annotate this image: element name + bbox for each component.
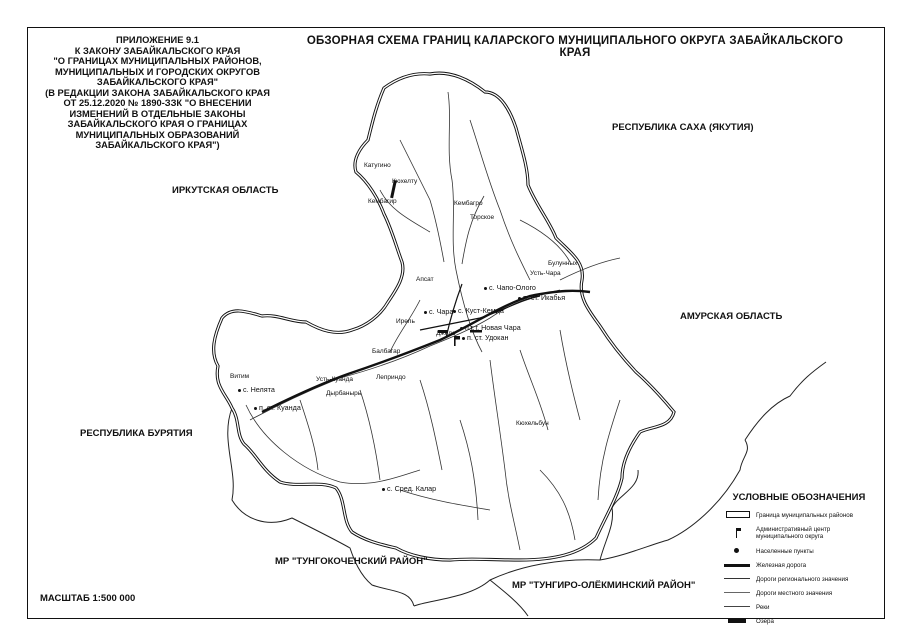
appendix-line: ЗАБАЙКАЛЬСКОГО КРАЯ"	[96, 77, 219, 87]
legend-item-boundary: Граница муниципальных районов	[724, 509, 874, 521]
region-label-tungiro: МР "ТУНГИРО-ОЛЁКМИНСКИЙ РАЙОН"	[512, 580, 696, 591]
legend-item-regional-roads: Дороги регионального значения	[724, 573, 874, 585]
appendix-line: К ЗАКОНУ ЗАБАЙКАЛЬСКОГО КРАЯ	[74, 45, 241, 56]
amur-boundary	[745, 362, 826, 440]
regional-road-symbol	[724, 578, 750, 579]
region-label-sakha: РЕСПУБЛИКА САХА (ЯКУТИЯ)	[612, 122, 754, 133]
legend-title: УСЛОВНЫЕ ОБОЗНАЧЕНИЯ	[732, 492, 866, 503]
map-title: ОБЗОРНАЯ СХЕМА ГРАНИЦ КАЛАРСКОГО МУНИЦИПАЛЬНОГО ОКРУГА ЗАБАЙКАЛЬСКОГО КРАЯ	[306, 35, 844, 59]
dot-icon	[734, 548, 739, 553]
appendix-line: МУНИЦИПАЛЬНЫХ И ГОРОДСКИХ ОКРУГОВ	[55, 66, 260, 77]
river-tributary	[360, 390, 380, 480]
boundary-symbol	[726, 511, 750, 518]
appendix-line: ЗАБАЙКАЛЬСКОГО КРАЯ")	[95, 140, 220, 150]
region-label-tungokochen: МР "ТУНГОКОЧЕНСКИЙ РАЙОН"	[275, 556, 428, 567]
place-lepriindo: Леприндо	[376, 374, 406, 381]
appendix-line: МУНИЦИПАЛЬНЫХ ОБРАЗОВАНИЙ	[75, 129, 240, 140]
river-tributary	[400, 140, 444, 262]
place-balbagar: Балбагар	[372, 348, 401, 355]
legend-item-local-roads: Дороги местного значения	[724, 587, 874, 599]
legend-item-lakes: Озера	[724, 615, 874, 627]
appendix-line: (В РЕДАКЦИИ ЗАКОНА ЗАБАЙКАЛЬСКОГО КРАЯ	[45, 87, 270, 98]
place-kuanda: п. ст. Куанда	[254, 403, 301, 412]
place-novaya-chara: п.г.т. Новая Чара	[460, 323, 521, 332]
place-vitim: Витим	[230, 373, 250, 380]
legend-item-railway: Железная дорога	[724, 559, 874, 571]
place-katugino: Катугино	[364, 162, 391, 169]
legend-item-settlements: Населенные пункты	[724, 545, 874, 557]
river-symbol	[724, 606, 750, 607]
place-bulunnykh: Булунных	[548, 260, 578, 267]
place-rel: Ирель	[396, 318, 415, 325]
buryatia-boundary	[228, 408, 414, 606]
place-torskoe: Торское	[470, 214, 495, 221]
river-tributary	[540, 470, 575, 540]
place-kyukheltu: Кюхелту	[392, 178, 418, 185]
lake-symbol	[728, 618, 746, 623]
place-ust-chara: Усть-Чара	[530, 270, 561, 277]
kalar-district-outline	[214, 73, 674, 560]
place-ust-kuanda: Усть-Куанда	[316, 376, 354, 383]
legend-item-admin-center: Административный центр муниципального округа	[724, 523, 874, 543]
place-apsat: Апсат	[416, 276, 434, 283]
region-label-amur: АМУРСКАЯ ОБЛАСТЬ	[680, 311, 783, 322]
local-road-symbol	[724, 592, 750, 593]
river-tributary	[490, 360, 520, 550]
place-chara: с. Чара	[424, 307, 453, 316]
map-scale: МАСШТАБ 1:500 000	[40, 593, 136, 604]
map-legend	[724, 492, 874, 629]
river-tributary	[300, 400, 318, 470]
legend-item-rivers: Реки	[724, 601, 874, 613]
place-kyukhelbun: Кюхельбун	[516, 420, 549, 427]
appendix-line: ОТ 25.12.2020 № 1890-ЗЗК "О ВНЕСЕНИИ	[63, 98, 252, 108]
place-udokan: п. ст. Удокан	[462, 333, 508, 342]
river-tributary	[520, 220, 570, 262]
place-ikabya: п. ст. Икабья	[518, 293, 565, 302]
river-tributary	[420, 380, 442, 470]
region-label-buryatia: РЕСПУБЛИКА БУРЯТИЯ	[80, 428, 193, 439]
appendix-line: ИЗМЕНЕНИЙ В ОТДЕЛЬНЫЕ ЗАКОНЫ	[69, 108, 246, 119]
river-kalar	[250, 290, 560, 420]
appendix-line: "О ГРАНИЦАХ МУНИЦИПАЛЬНЫХ РАЙОНОВ,	[53, 56, 262, 66]
appendix-line: ЗАБАЙКАЛЬСКОГО КРАЯ О ГРАНИЦАХ	[67, 119, 248, 129]
appendix-line: ПРИЛОЖЕНИЕ 9.1	[116, 35, 199, 45]
district-boundary-outer	[214, 73, 674, 560]
place-kembagro: Кембагро	[454, 200, 483, 207]
place-dyrbanyr: Дырбанырь	[326, 390, 362, 397]
place-kust-kemda: с. Куст-Кемда	[453, 306, 504, 315]
flag-icon	[736, 528, 737, 538]
region-label-irkutsk: ИРКУТСКАЯ ОБЛАСТЬ	[172, 185, 279, 196]
river-tributary	[598, 400, 620, 500]
river-vitim	[246, 405, 420, 484]
river-tributary	[560, 330, 580, 420]
river-tributary	[390, 300, 420, 352]
place-chapo-ologo: с. Чапо-Олого	[484, 283, 536, 292]
place-kembagir: Кембагир	[368, 198, 397, 205]
place-dzhelo: Джело	[436, 330, 456, 337]
place-sred-kalar: с. Сред. Калар	[382, 484, 436, 493]
place-nelyaty: с. Нелята	[238, 385, 275, 394]
river-tributary	[520, 350, 548, 430]
admin-center-flag	[454, 336, 460, 346]
railway-symbol	[724, 564, 750, 567]
